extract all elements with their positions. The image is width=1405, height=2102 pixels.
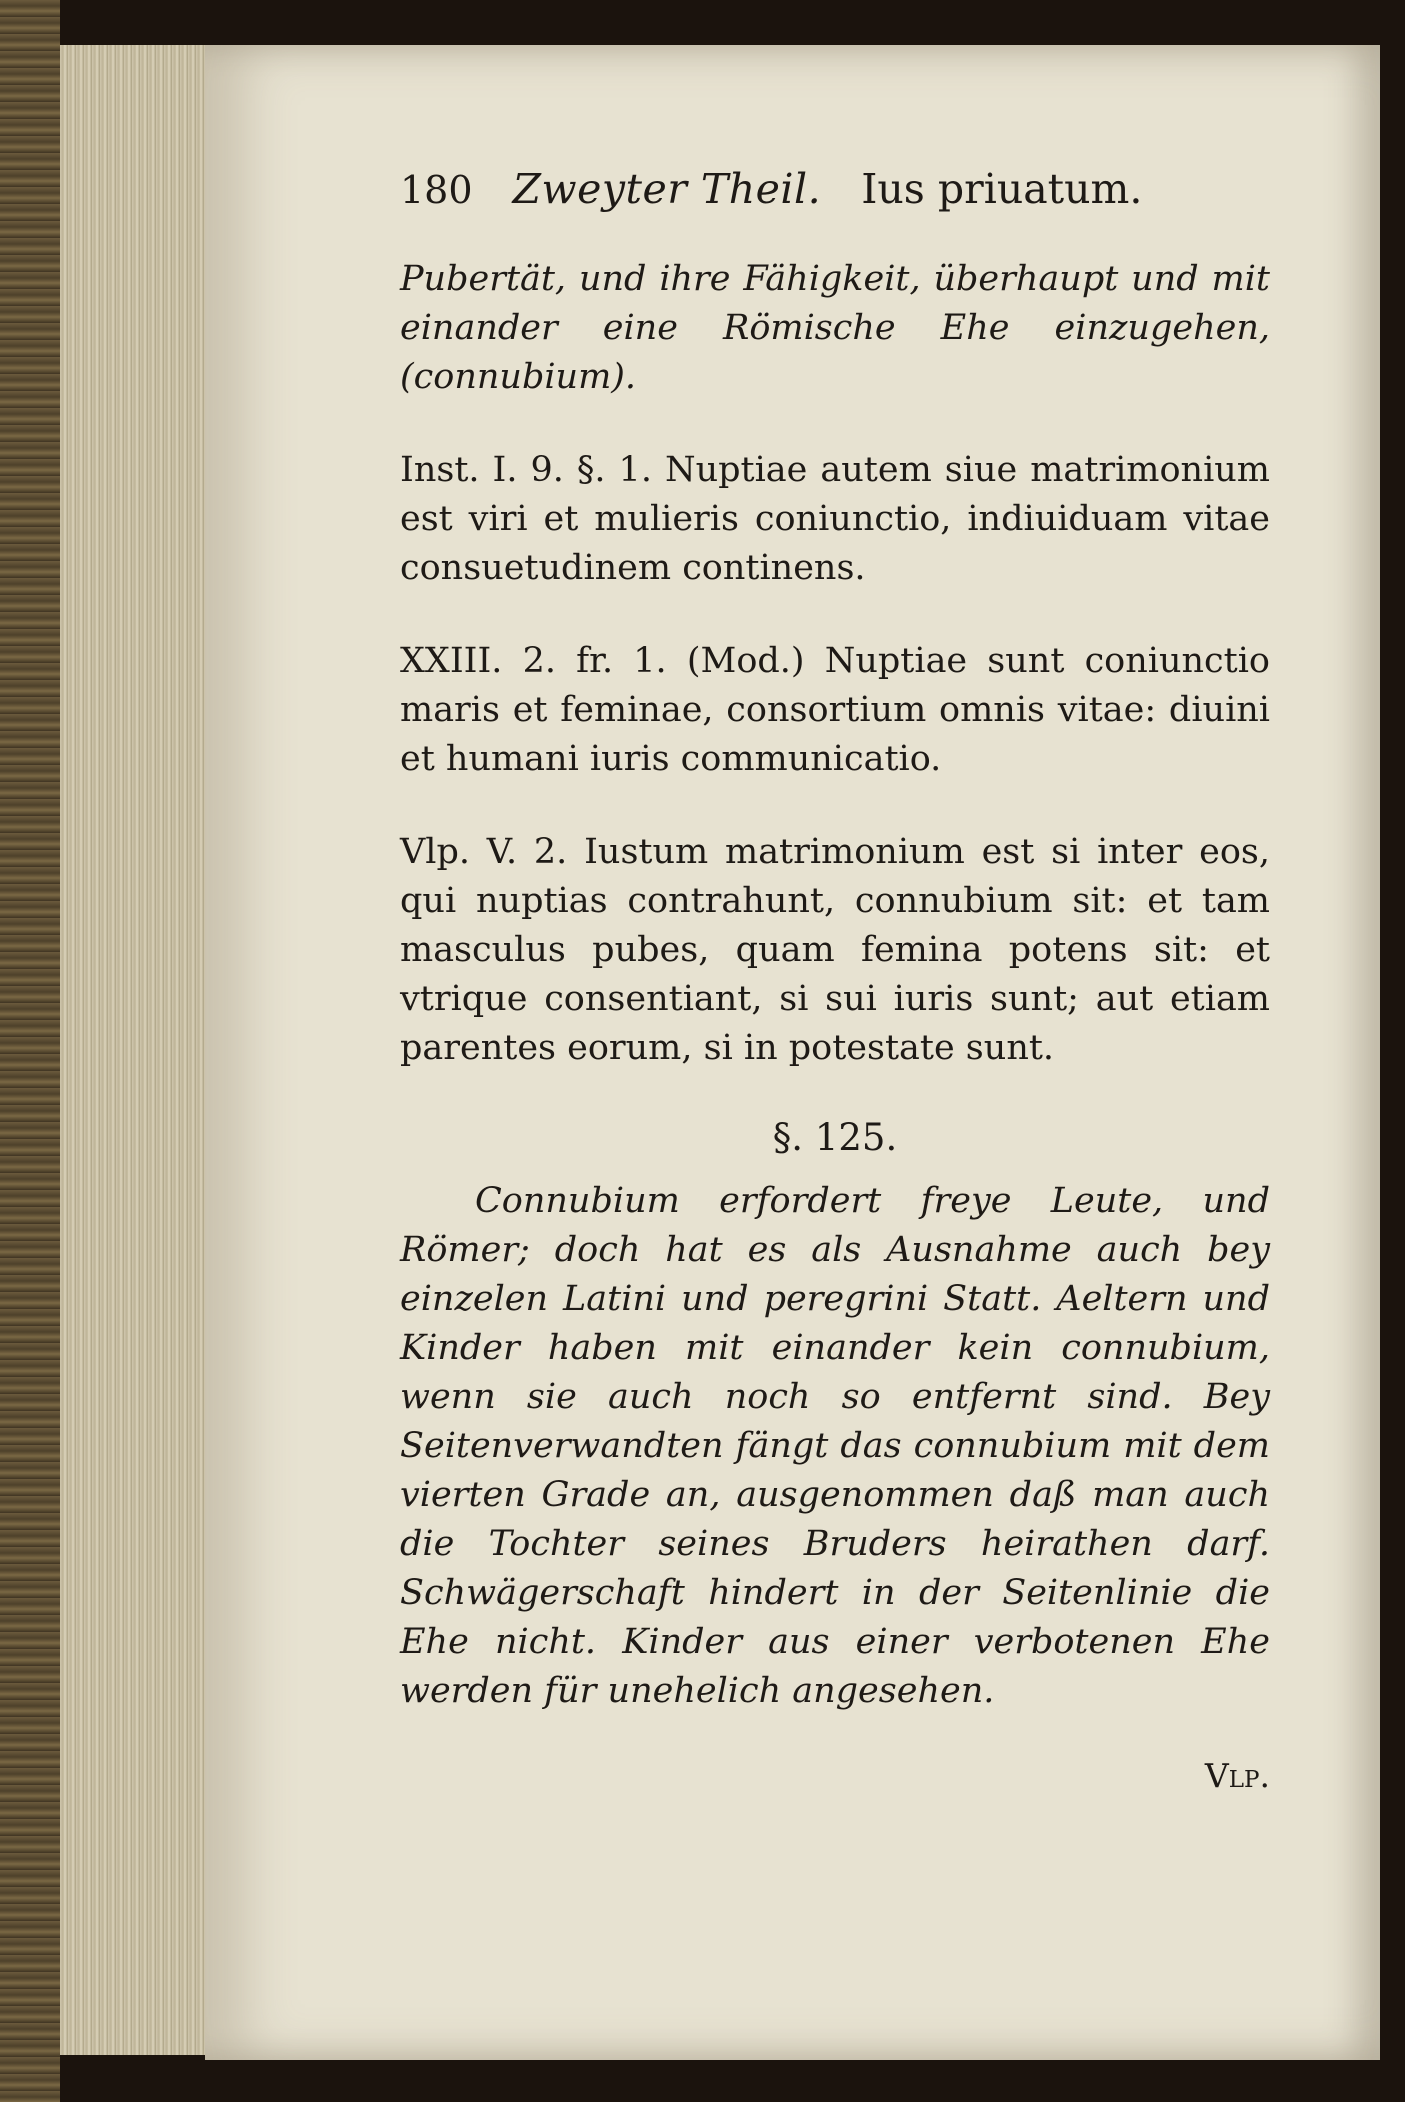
section-heading: §. 125. xyxy=(772,1116,898,1159)
citation-ulpian: Vlp. V. 2. Iustum matrimonium est si inter eos, qui nuptias contrahunt, connubium sit: et tam masculus pubes, quam femina potens sit: et vtrique consentiant, si sui iuris sunt; aut etiam parentes eorum, si in potestate sunt. xyxy=(400,832,1270,1068)
citation-digest: XXIII. 2. fr. 1. (Mod.) Nuptiae sunt coniunctio maris et feminae, consortium omnis vitae: diuini et humani iuris communicatio. xyxy=(400,641,1270,779)
running-head-german: Zweyter Theil. xyxy=(512,165,822,213)
book-page xyxy=(205,45,1380,2060)
page-text xyxy=(400,165,1270,1795)
running-head-latin: Ius priuatum. xyxy=(861,165,1143,213)
running-header xyxy=(400,165,1270,255)
page-number: 180 xyxy=(400,168,473,212)
catchword: Vlp. xyxy=(1204,1756,1270,1795)
page-edges xyxy=(60,45,210,2055)
paragraph-pubertaet: Pubertät, und ihre Fähigkeit, überhaupt und mit einander eine Römische Ehe einzugehen, (connubium). xyxy=(400,259,1270,397)
book-spine xyxy=(0,0,60,2102)
citation-institutiones: Inst. I. 9. §. 1. Nuptiae autem siue matrimonium est viri et mulieris coniunctio, indiuiduam vitae consuetudinem continens. xyxy=(400,450,1270,588)
section-body: Connubium erfordert freye Leute, und Römer; doch hat es als Ausnahme auch bey einzelen Latini und peregrini Statt. Aeltern und Kinder haben mit einander kein connubium, wenn sie auch noch so entfernt sind. Bey Seitenverwandten fängt das connubium mit dem vierten Grade an, ausgenommen daß man auch die Tochter seines Bruders heirathen darf. Schwägerschaft hindert in der Seitenlinie die Ehe nicht. Kinder aus einer verbotenen Ehe werden für unehelich angesehen. xyxy=(400,1181,1270,1711)
